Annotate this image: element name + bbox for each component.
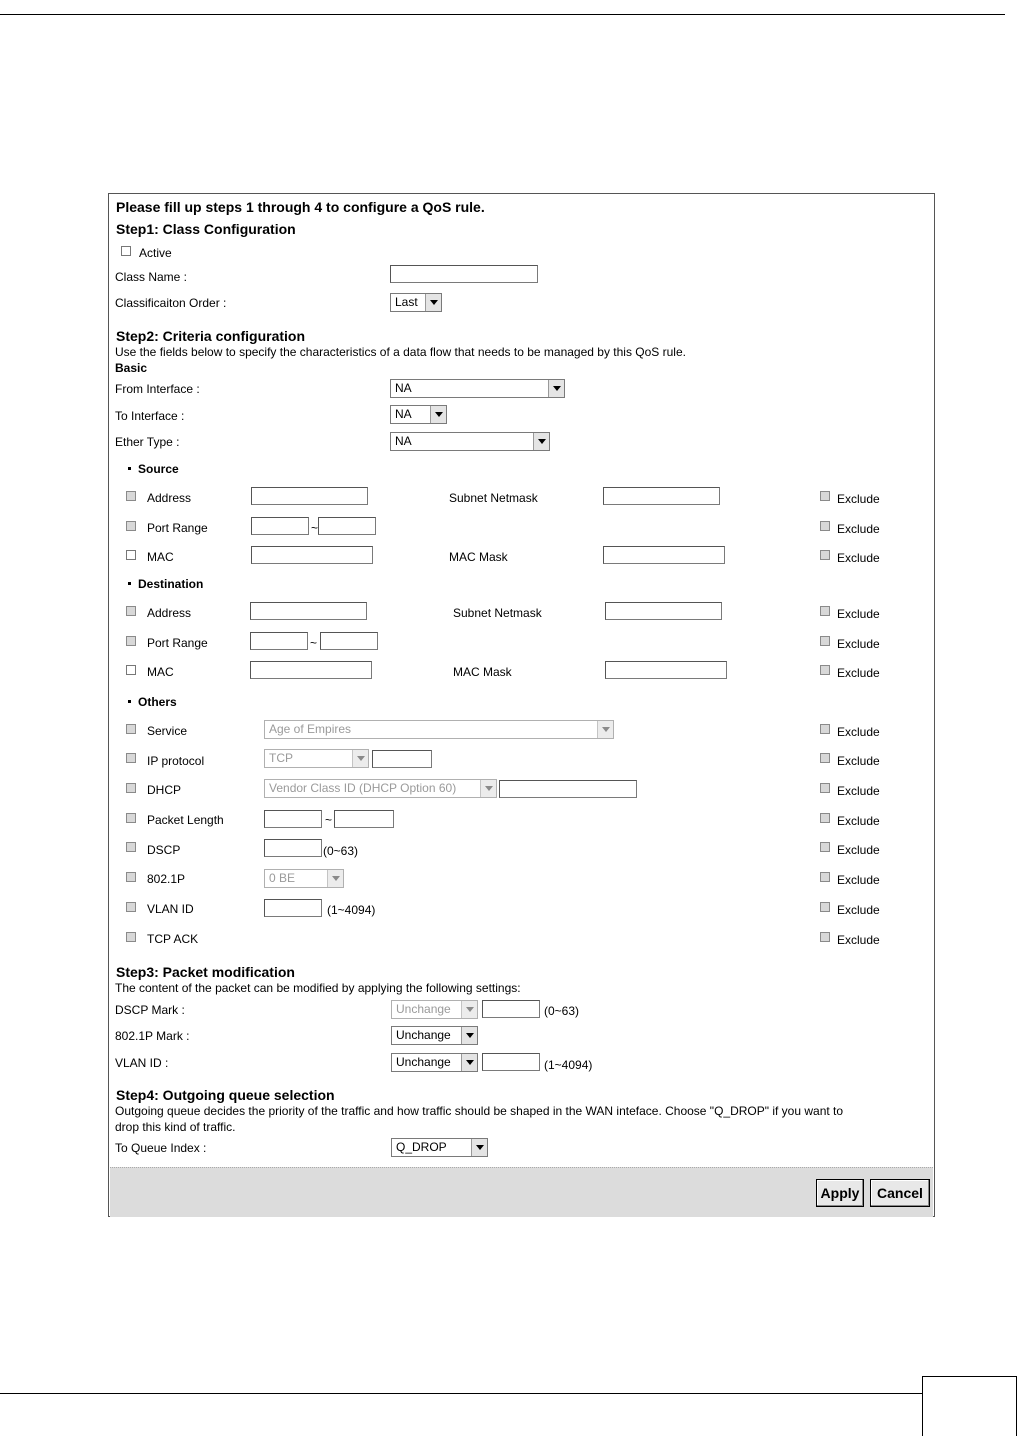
tilde: ~ bbox=[310, 636, 318, 650]
exclude-label: Exclude bbox=[837, 933, 880, 947]
exclude-label: Exclude bbox=[837, 492, 880, 506]
packet-length-max-input[interactable] bbox=[334, 810, 394, 828]
vlan-id-mark-range: (1~4094) bbox=[544, 1058, 593, 1072]
ip-protocol-input[interactable] bbox=[372, 750, 432, 768]
vlan-id-mark-input[interactable] bbox=[482, 1053, 540, 1071]
tcp-ack-label: TCP ACK bbox=[147, 932, 199, 946]
p8021-label: 802.1P bbox=[147, 872, 186, 886]
dscp-mark-input[interactable] bbox=[482, 1000, 540, 1018]
dest-mac-label: MAC bbox=[147, 665, 174, 679]
class-name-input[interactable] bbox=[390, 265, 538, 283]
chevron-down-icon bbox=[425, 294, 441, 311]
tcp-ack-exclude-checkbox[interactable] bbox=[820, 932, 830, 942]
source-mac-input[interactable] bbox=[251, 546, 373, 564]
chevron-down-icon bbox=[461, 1027, 477, 1044]
vlan-exclude-checkbox[interactable] bbox=[820, 902, 830, 912]
others-heading: Others bbox=[138, 695, 177, 709]
vlan-label: VLAN ID bbox=[147, 902, 194, 916]
basic-heading: Basic bbox=[115, 361, 148, 375]
step4-description-line2: drop this kind of traffic. bbox=[115, 1120, 236, 1134]
intro-text: Please fill up steps 1 through 4 to configure a QoS rule. bbox=[116, 199, 485, 215]
vlan-id-mark-select[interactable] bbox=[391, 1053, 478, 1072]
p8021-mark-label: 802.1P Mark : bbox=[115, 1029, 190, 1043]
source-port-exclude-checkbox[interactable] bbox=[820, 521, 830, 531]
exclude-label: Exclude bbox=[837, 784, 880, 798]
service-select[interactable] bbox=[264, 720, 614, 739]
from-interface-label: From Interface : bbox=[115, 382, 200, 396]
tcp-ack-checkbox[interactable] bbox=[126, 932, 136, 942]
dscp-label: DSCP bbox=[147, 843, 181, 857]
source-subnet-label: Subnet Netmask bbox=[449, 491, 538, 505]
packet-length-exclude-checkbox[interactable] bbox=[820, 813, 830, 823]
exclude-label: Exclude bbox=[837, 522, 880, 536]
ip-protocol-exclude-checkbox[interactable] bbox=[820, 753, 830, 763]
vlan-checkbox[interactable] bbox=[126, 902, 136, 912]
dhcp-value: Vendor Class ID (DHCP Option 60) bbox=[269, 781, 457, 795]
dest-mac-mask-label: MAC Mask bbox=[453, 665, 512, 679]
active-checkbox[interactable] bbox=[121, 246, 131, 256]
vlan-range: (1~4094) bbox=[327, 903, 376, 917]
dhcp-exclude-checkbox[interactable] bbox=[820, 783, 830, 793]
from-interface-select[interactable] bbox=[390, 379, 565, 398]
destination-bullet bbox=[128, 582, 131, 585]
step3-description: The content of the packet can be modified by applying the following settings: bbox=[115, 981, 521, 995]
ip-protocol-label: IP protocol bbox=[147, 754, 205, 768]
dest-address-checkbox[interactable] bbox=[126, 606, 136, 616]
page-header-rule bbox=[0, 14, 1005, 15]
chevron-down-icon bbox=[480, 780, 496, 797]
p8021-exclude-checkbox[interactable] bbox=[820, 872, 830, 882]
source-address-label: Address bbox=[147, 491, 192, 505]
dscp-checkbox[interactable] bbox=[126, 842, 136, 852]
dest-address-label: Address bbox=[147, 606, 192, 620]
chevron-down-icon bbox=[533, 433, 549, 450]
cancel-button[interactable]: Cancel bbox=[870, 1179, 930, 1207]
packet-length-checkbox[interactable] bbox=[126, 813, 136, 823]
dest-address-input[interactable] bbox=[250, 602, 367, 620]
chevron-down-icon bbox=[430, 406, 446, 423]
step1-title: Step1: Class Configuration bbox=[116, 221, 296, 237]
ip-protocol-select[interactable] bbox=[264, 749, 369, 768]
classification-order-value: Last bbox=[395, 295, 418, 309]
button-bar bbox=[110, 1167, 933, 1217]
chevron-down-icon bbox=[548, 380, 564, 397]
dscp-mark-select[interactable] bbox=[391, 1000, 478, 1019]
dhcp-select[interactable] bbox=[264, 779, 497, 798]
chevron-down-icon bbox=[352, 750, 368, 767]
to-interface-select[interactable] bbox=[390, 405, 447, 424]
packet-length-min-input[interactable] bbox=[264, 810, 322, 828]
dest-port-checkbox[interactable] bbox=[126, 636, 136, 646]
ether-type-label: Ether Type : bbox=[115, 435, 180, 449]
dscp-mark-range: (0~63) bbox=[544, 1004, 580, 1018]
ether-type-select[interactable] bbox=[390, 432, 550, 451]
queue-index-value: Q_DROP bbox=[396, 1140, 447, 1154]
ip-protocol-checkbox[interactable] bbox=[126, 753, 136, 763]
vlan-id-mark-value: Unchange bbox=[396, 1055, 451, 1069]
step4-title: Step4: Outgoing queue selection bbox=[116, 1087, 335, 1103]
source-mac-mask-input[interactable] bbox=[603, 546, 725, 564]
exclude-label: Exclude bbox=[837, 754, 880, 768]
exclude-label: Exclude bbox=[837, 725, 880, 739]
dscp-mark-value: Unchange bbox=[396, 1002, 451, 1016]
source-subnet-input[interactable] bbox=[603, 487, 720, 505]
source-port-end-input[interactable] bbox=[318, 517, 376, 535]
step4-description-line1: Outgoing queue decides the priority of the traffic and how traffic should be shaped in the WAN inteface. Choose "Q_DROP" if you want to bbox=[115, 1104, 844, 1118]
tilde: ~ bbox=[311, 521, 319, 535]
apply-button[interactable]: Apply bbox=[816, 1179, 864, 1207]
source-mac-exclude-checkbox[interactable] bbox=[820, 550, 830, 560]
dhcp-checkbox[interactable] bbox=[126, 783, 136, 793]
from-interface-value: NA bbox=[395, 381, 412, 395]
to-interface-value: NA bbox=[395, 407, 412, 421]
service-exclude-checkbox[interactable] bbox=[820, 724, 830, 734]
class-name-label: Class Name : bbox=[115, 270, 188, 284]
source-mac-mask-label: MAC Mask bbox=[449, 550, 508, 564]
vlan-input[interactable] bbox=[264, 899, 322, 917]
source-port-label: Port Range bbox=[147, 521, 208, 535]
dest-port-start-input[interactable] bbox=[250, 632, 308, 650]
destination-heading: Destination bbox=[138, 577, 204, 591]
service-checkbox[interactable] bbox=[126, 724, 136, 734]
vlan-id-mark-label: VLAN ID : bbox=[115, 1056, 169, 1070]
dest-mac-checkbox[interactable] bbox=[126, 665, 136, 675]
chevron-down-icon bbox=[461, 1001, 477, 1018]
ether-type-value: NA bbox=[395, 434, 412, 448]
chevron-down-icon bbox=[461, 1054, 477, 1071]
dest-mac-mask-input[interactable] bbox=[605, 661, 727, 679]
dscp-exclude-checkbox[interactable] bbox=[820, 842, 830, 852]
source-mac-label: MAC bbox=[147, 550, 174, 564]
dest-subnet-input[interactable] bbox=[605, 602, 722, 620]
source-bullet bbox=[128, 467, 131, 470]
classification-order-label: Classificaiton Order : bbox=[115, 296, 227, 310]
dest-address-exclude-checkbox[interactable] bbox=[820, 606, 830, 616]
step2-description: Use the fields below to specify the characteristics of a data flow that needs to be managed by this QoS rule. bbox=[115, 345, 686, 359]
qos-rule-panel bbox=[108, 193, 935, 1217]
dest-port-end-input[interactable] bbox=[320, 632, 378, 650]
step2-title: Step2: Criteria configuration bbox=[116, 328, 306, 344]
source-mac-checkbox[interactable] bbox=[126, 550, 136, 560]
chevron-down-icon bbox=[327, 870, 343, 887]
ip-protocol-value: TCP bbox=[269, 751, 293, 765]
dhcp-label: DHCP bbox=[147, 783, 182, 797]
exclude-label: Exclude bbox=[837, 873, 880, 887]
dhcp-input[interactable] bbox=[499, 780, 637, 798]
classification-order-select[interactable] bbox=[390, 293, 442, 312]
dest-subnet-label: Subnet Netmask bbox=[453, 606, 542, 620]
dscp-range: (0~63) bbox=[323, 844, 359, 858]
exclude-label: Exclude bbox=[837, 637, 880, 651]
source-address-input[interactable] bbox=[251, 487, 368, 505]
exclude-label: Exclude bbox=[837, 607, 880, 621]
tilde: ~ bbox=[325, 813, 333, 827]
dest-mac-input[interactable] bbox=[250, 661, 372, 679]
exclude-label: Exclude bbox=[837, 843, 880, 857]
source-port-start-input[interactable] bbox=[251, 517, 309, 535]
exclude-label: Exclude bbox=[837, 551, 880, 565]
packet-length-label: Packet Length bbox=[147, 813, 224, 827]
page-footer-rule bbox=[0, 1393, 922, 1394]
dscp-input[interactable] bbox=[264, 839, 322, 857]
source-address-exclude-checkbox[interactable] bbox=[820, 491, 830, 501]
dest-mac-exclude-checkbox[interactable] bbox=[820, 665, 830, 675]
others-bullet bbox=[128, 700, 131, 703]
p8021-mark-value: Unchange bbox=[396, 1028, 451, 1042]
dest-port-exclude-checkbox[interactable] bbox=[820, 636, 830, 646]
source-port-checkbox[interactable] bbox=[126, 521, 136, 531]
page-number-box bbox=[922, 1376, 1017, 1436]
step3-title: Step3: Packet modification bbox=[116, 964, 295, 980]
queue-index-label: To Queue Index : bbox=[115, 1141, 207, 1155]
chevron-down-icon bbox=[471, 1139, 487, 1156]
active-label: Active bbox=[139, 246, 172, 260]
source-heading: Source bbox=[138, 462, 179, 476]
p8021-value: 0 BE bbox=[269, 871, 296, 885]
queue-index-select[interactable] bbox=[391, 1138, 488, 1157]
p8021-mark-select[interactable] bbox=[391, 1026, 478, 1045]
p8021-checkbox[interactable] bbox=[126, 872, 136, 882]
exclude-label: Exclude bbox=[837, 666, 880, 680]
dscp-mark-label: DSCP Mark : bbox=[115, 1003, 185, 1017]
to-interface-label: To Interface : bbox=[115, 409, 185, 423]
exclude-label: Exclude bbox=[837, 903, 880, 917]
service-value: Age of Empires bbox=[269, 722, 352, 736]
dest-port-label: Port Range bbox=[147, 636, 208, 650]
p8021-select[interactable] bbox=[264, 869, 344, 888]
chevron-down-icon bbox=[597, 721, 613, 738]
exclude-label: Exclude bbox=[837, 814, 880, 828]
source-address-checkbox[interactable] bbox=[126, 491, 136, 501]
service-label: Service bbox=[147, 724, 188, 738]
